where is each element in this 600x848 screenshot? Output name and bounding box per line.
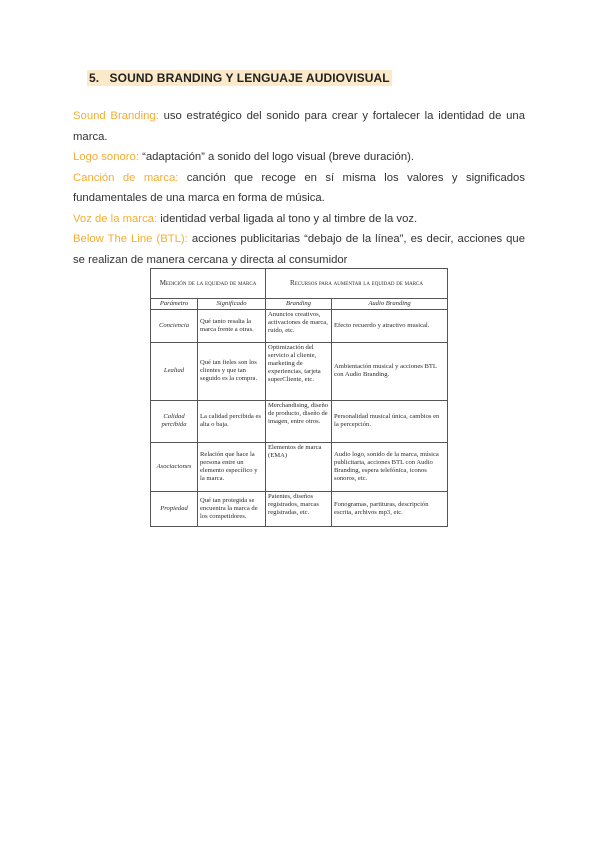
table-row <box>151 309 448 343</box>
definition-cancion-de-marca <box>73 168 525 209</box>
table-header-cell: Branding <box>266 298 332 309</box>
definition-sound-branding <box>73 106 525 147</box>
table-group-header-right: Recursos para aumentar la equidad de marca <box>266 269 448 299</box>
table-header-cell: Significado <box>198 298 266 309</box>
definition-text: “adaptación” a sonido del logo visual (breve duración). <box>138 151 415 163</box>
definition-text: acciones publicitarias “debajo de la línea”, es decir, acciones que se realizan de manera cercana y directa al consumidor <box>73 233 525 266</box>
definition-term: Canción de marca: <box>73 171 179 184</box>
table-group-header-row <box>151 269 448 299</box>
table-group-header-left: Medición de la equidad de marca <box>151 269 266 299</box>
table-header-cell: Parámetro <box>151 298 198 309</box>
table-row <box>151 343 448 400</box>
definition-text: canción que recoge en sí misma los valores y significados fundamentales de una marca en forma de música. <box>73 171 525 204</box>
table-cell-branding: Anuncios creativos, activaciones de marca, ruido, etc. <box>266 309 332 343</box>
table-cell-significado: Relación que hace la persona entre un elemento específico y la marca. <box>198 443 266 492</box>
section-heading-highlight <box>87 70 392 86</box>
table-cell-branding: Elementos de marca (EMA) <box>266 443 332 492</box>
table-cell-significado: Qué tan protegida se encuentra la marca de los competidores. <box>198 492 266 527</box>
definition-term: Sound Branding: <box>73 110 159 122</box>
table-row <box>151 492 448 527</box>
table-cell-parametro: Lealtad <box>151 343 198 400</box>
table-cell-branding: Merchandising, diseño de producto, diseño de imagen, entre otros. <box>266 400 332 443</box>
definition-text: identidad verbal ligada al tono y al timbre de la voz. <box>157 212 418 225</box>
table-cell-audio-branding: Personalidad musical única, cambios en la percepción. <box>332 400 448 443</box>
table-cell-significado: La calidad percibida es alta o baja. <box>198 400 266 443</box>
definition-term: Voz de la marca: <box>73 212 158 225</box>
section-heading <box>87 71 392 85</box>
definition-text: uso estratégico del sonido para crear y fortalecer la identidad de una marca. <box>73 110 525 143</box>
table-cell-parametro: Calidad percibida <box>151 400 198 443</box>
table-cell-significado: Qué tan fieles son los clientes y que tan seguido es la compra. <box>198 343 266 400</box>
definition-term: Logo sonoro: <box>73 151 139 163</box>
table-cell-significado: Qué tanto resalta la marca frente a otras. <box>198 309 266 343</box>
table-cell-audio-branding: Fonogramas, partituras, descripción escrita, archivos mp3, etc. <box>332 492 448 527</box>
table-cell-parametro: Asociaciones <box>151 443 198 492</box>
brand-equity-table-image <box>150 268 447 527</box>
table-cell-audio-branding: Audio logo, sonido de la marca, música publicitaria, acciones BTL con Audio Branding, espera telefónica, iconos sonoros, etc. <box>332 443 448 492</box>
table-cell-audio-branding: Ambientación musical y acciones BTL con Audio Branding. <box>332 343 448 400</box>
definitions-list <box>73 106 525 270</box>
table-cell-branding: Patentes, diseños registrados, marcas registradas, etc. <box>266 492 332 527</box>
definition-voz-de-la-marca <box>73 209 525 230</box>
table-cell-branding: Optimización del servicio al cliente, marketing de experiencias, tarjeta superCliente, etc. <box>266 343 332 400</box>
definition-btl <box>73 229 525 270</box>
table-header-cell: Audio Branding <box>332 298 448 309</box>
table-row <box>151 443 448 492</box>
section-title: SOUND BRANDING Y LENGUAJE AUDIOVISUAL <box>109 71 390 85</box>
table-row <box>151 400 448 443</box>
table-cell-parametro: Conciencia <box>151 309 198 343</box>
definition-logo-sonoro <box>73 147 525 168</box>
table-cell-parametro: Propiedad <box>151 492 198 527</box>
table-cell-audio-branding: Efecto recuerdo y atractivo musical. <box>332 309 448 343</box>
section-number: 5. <box>89 71 100 85</box>
definition-term: Below The Line (BTL): <box>73 233 188 245</box>
brand-equity-table <box>150 268 448 527</box>
table-header-row <box>151 298 448 309</box>
